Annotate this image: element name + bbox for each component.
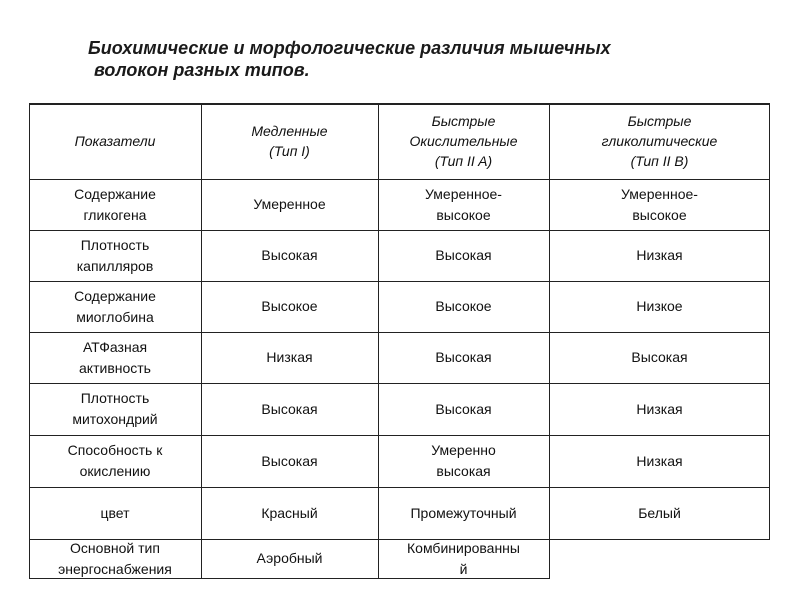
cell-value: Основной тип энергоснабжения [58, 539, 172, 577]
cell-value: Низкая [636, 452, 683, 469]
cell-value: Высокая [435, 349, 492, 365]
table-cell [378, 383, 549, 435]
table-cell [29, 281, 201, 332]
cell-value: Низкое [636, 298, 683, 314]
header-label: Медленные (Тип I) [251, 123, 328, 159]
cell-value: Белый [638, 504, 681, 521]
cell-value: Аэробный [256, 550, 323, 566]
table-cell [549, 230, 770, 281]
cell-value: Умеренно высокая [431, 442, 496, 479]
page-title [88, 37, 728, 81]
cell-value: Высокая [435, 400, 492, 417]
table-cell [378, 435, 549, 487]
table-cell [201, 487, 378, 539]
table-cell [201, 179, 378, 230]
table-cell [201, 383, 378, 435]
cell-value: Высокое [261, 298, 318, 314]
cell-value: Умеренное- высокое [621, 185, 698, 223]
cell-value: Низкая [636, 400, 683, 417]
table-cell [378, 281, 549, 332]
table-cell [201, 332, 378, 383]
table-cell [378, 230, 549, 281]
cell-value: Содержание миоглобина [74, 287, 156, 325]
cell-value: Красный [261, 504, 318, 521]
cell-value: АТФазная активность [79, 338, 151, 376]
header-label: Показатели [74, 133, 156, 149]
cell-value: цвет [100, 504, 130, 521]
cell-value: Плотность митохондрий [72, 390, 158, 427]
table-cell [201, 539, 378, 578]
cell-value: Высокая [261, 400, 318, 417]
cell-value: Высокое [435, 298, 492, 314]
table-cell [378, 539, 549, 578]
table-cell [29, 383, 201, 435]
cell-value: Низкая [266, 349, 313, 365]
table-cell [549, 383, 770, 435]
cell-value: Плотность капилляров [76, 236, 154, 274]
title-line-1: Биохимические и морфологические различия мышечных [88, 38, 611, 58]
table-cell [29, 179, 201, 230]
table-cell [549, 487, 770, 539]
table-header-cell [378, 103, 549, 179]
cell-value: Умеренное [253, 196, 326, 212]
table-cell [29, 435, 201, 487]
table-cell [549, 332, 770, 383]
table-cell [549, 179, 770, 230]
cell-value: Высокая [631, 349, 688, 365]
table-cell [201, 281, 378, 332]
table-cell [378, 487, 549, 539]
table-cell [549, 435, 770, 487]
table-cell [201, 435, 378, 487]
cell-value: Умеренное- высокое [425, 185, 502, 223]
table-header-cell [549, 103, 770, 179]
table-header-cell [29, 103, 201, 179]
table-cell [378, 332, 549, 383]
cell-value: Содержание гликогена [74, 185, 156, 223]
title-line-2: волокон разных типов. [94, 60, 310, 80]
table-cell [29, 539, 201, 578]
table-cell [549, 281, 770, 332]
table-header-cell [201, 103, 378, 179]
cell-value: Низкая [636, 247, 683, 263]
header-label: Быстрые Окислительные (Тип II A) [409, 113, 518, 169]
table-cell [201, 230, 378, 281]
table-cell [29, 332, 201, 383]
cell-value: Комбинированны й [407, 539, 520, 577]
cell-value: Высокая [261, 452, 318, 469]
cell-value: Способность к окислению [67, 442, 163, 479]
cell-value: Высокая [435, 247, 492, 263]
table-cell [29, 230, 201, 281]
header-label: Быстрые гликолитические (Тип II B) [601, 113, 718, 169]
cell-value: Промежуточный [410, 504, 517, 521]
table-cell [378, 179, 549, 230]
table-cell [29, 487, 201, 539]
fiber-types-table [29, 103, 770, 578]
cell-value: Высокая [261, 247, 318, 263]
